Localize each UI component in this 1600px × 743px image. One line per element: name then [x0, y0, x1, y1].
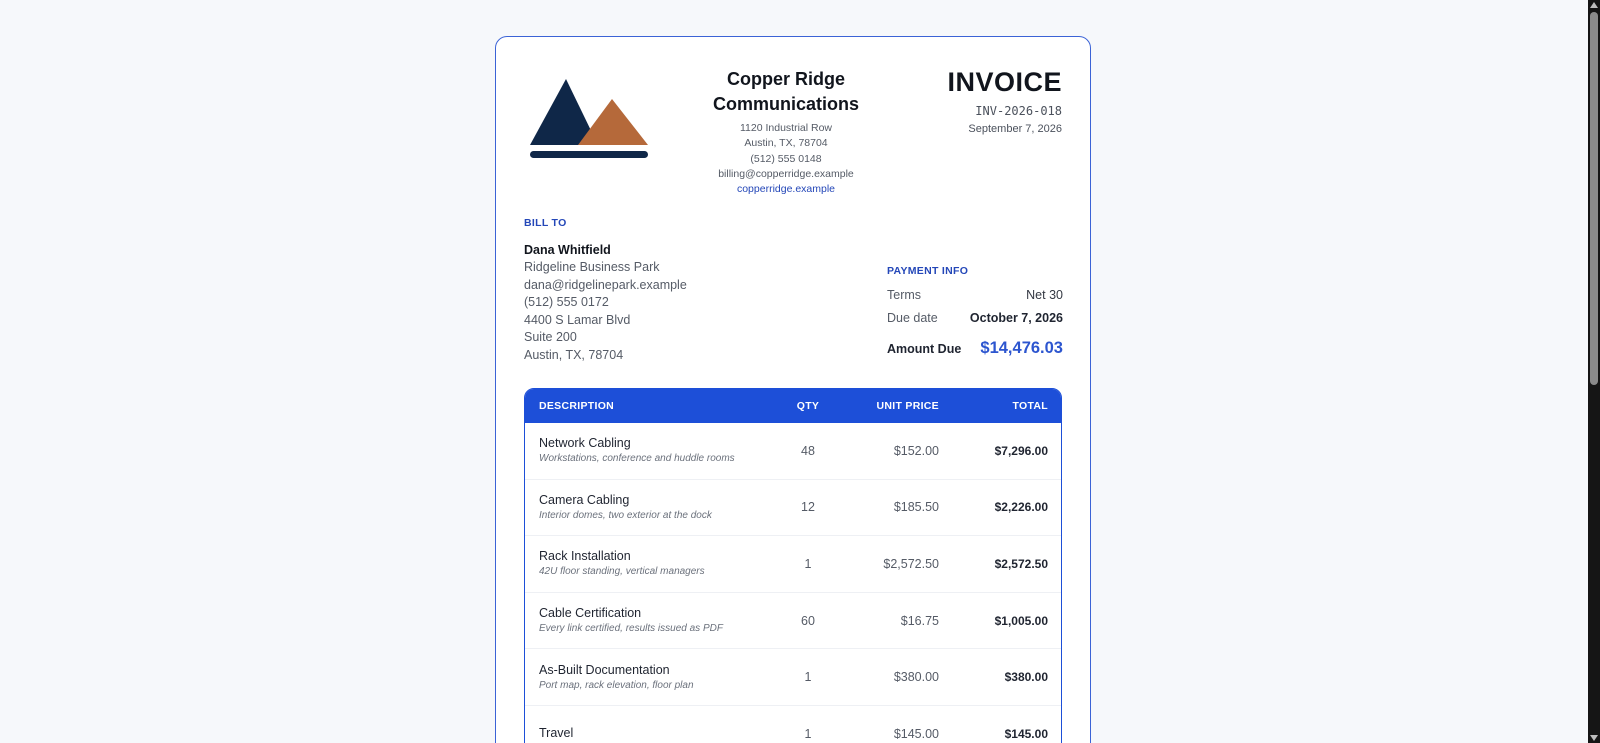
- due-date-value: October 7, 2026: [969, 311, 1063, 325]
- bill-to-suite: Suite 200: [524, 330, 577, 345]
- table-row: [525, 423, 1061, 480]
- item-title: Network Cabling: [539, 436, 631, 451]
- invoice-number: INV-2026-018: [975, 104, 1062, 118]
- item-description: [525, 662, 787, 693]
- table-row: [525, 649, 1061, 706]
- item-note: Every link certified, results issued as PDF: [539, 623, 723, 635]
- company-address-line1: 1120 Industrial Row: [739, 122, 833, 134]
- terms-label: Terms: [887, 288, 922, 302]
- terms-row: [887, 287, 1063, 303]
- table-row: [525, 480, 1061, 537]
- header-qty: QTY: [796, 400, 820, 412]
- table-header: [525, 389, 1061, 423]
- company-name: Copper Ridge Communications: [712, 69, 859, 114]
- due-date-label: Due date: [887, 311, 938, 325]
- item-total: $145.00: [1004, 726, 1048, 741]
- scrollbar-thumb[interactable]: [1590, 12, 1598, 385]
- item-unit-price: $152.00: [893, 443, 939, 458]
- scroll-up-arrow-icon[interactable]: [1590, 2, 1598, 8]
- terms-value: Net 30: [1026, 288, 1063, 302]
- table-row: [525, 593, 1061, 650]
- item-qty: 1: [804, 726, 812, 741]
- item-description: [525, 548, 787, 579]
- invoice-header: [947, 67, 1062, 137]
- bill-to-phone: (512) 555 0172: [524, 295, 609, 310]
- vertical-scrollbar[interactable]: [1588, 0, 1600, 743]
- company-phone: (512) 555 0148: [750, 153, 822, 165]
- company-block: [676, 67, 896, 197]
- bill-to-block: [524, 217, 824, 365]
- item-note: Workstations, conference and huddle rooms: [539, 453, 735, 465]
- item-note: 42U floor standing, vertical managers: [539, 566, 705, 578]
- table-row: [525, 706, 1061, 743]
- item-note: Interior domes, two exterior at the dock: [539, 509, 712, 521]
- header-description: DESCRIPTION: [539, 400, 615, 412]
- item-qty: 48: [801, 443, 815, 458]
- item-description: [525, 725, 787, 742]
- amount-due-label: Amount Due: [887, 342, 962, 356]
- bill-to-label: BILL TO: [524, 217, 567, 229]
- item-qty: 1: [804, 670, 812, 685]
- company-website-link[interactable]: copperridge.example: [736, 183, 836, 195]
- item-title: Rack Installation: [539, 549, 631, 564]
- item-title: Travel: [539, 726, 574, 741]
- item-unit-price: $145.00: [893, 726, 939, 741]
- item-note: Port map, rack elevation, floor plan: [539, 679, 694, 691]
- invoice-date: September 7, 2026: [968, 123, 1062, 135]
- item-total: $2,572.50: [994, 556, 1048, 571]
- company-address-line2: Austin, TX, 78704: [744, 136, 828, 149]
- bill-to-city: Austin, TX, 78704: [524, 347, 624, 362]
- item-unit-price: $16.75: [900, 613, 939, 628]
- bill-to-company: Ridgeline Business Park: [524, 260, 660, 274]
- mountain-logo-icon: [528, 75, 650, 161]
- item-total: $380.00: [1004, 670, 1048, 685]
- bill-to-name: Dana Whitfield: [524, 243, 611, 257]
- invoice-card: [495, 36, 1091, 743]
- item-total: $2,226.00: [994, 500, 1048, 515]
- item-title: Camera Cabling: [539, 492, 630, 507]
- item-total: $1,005.00: [994, 613, 1048, 628]
- amount-due-value: $14,476.03: [980, 339, 1063, 357]
- item-unit-price: $2,572.50: [883, 556, 939, 571]
- item-qty: 1: [804, 556, 812, 571]
- amount-due-row: [887, 340, 1063, 357]
- item-title: As-Built Documentation: [539, 662, 670, 677]
- invoice-title: INVOICE: [947, 67, 1062, 97]
- table-row: [525, 536, 1061, 593]
- header-total: TOTAL: [1012, 400, 1048, 412]
- payment-info-block: [887, 265, 1063, 357]
- item-description: [525, 492, 787, 523]
- item-description: [525, 435, 787, 466]
- bill-to-email: dana@ridgelinepark.example: [524, 277, 687, 292]
- company-email: billing@copperridge.example: [718, 167, 854, 180]
- item-total: $7,296.00: [994, 443, 1048, 458]
- item-title: Cable Certification: [539, 606, 642, 621]
- scroll-down-arrow-icon[interactable]: [1590, 735, 1598, 741]
- item-qty: 12: [801, 500, 815, 515]
- item-qty: 60: [801, 613, 815, 628]
- bill-to-street: 4400 S Lamar Blvd: [524, 312, 631, 327]
- item-unit-price: $185.50: [893, 500, 939, 515]
- line-items-table: [524, 388, 1062, 743]
- due-date-row: [887, 310, 1063, 326]
- item-description: [525, 605, 787, 636]
- header-unit-price: UNIT PRICE: [876, 400, 939, 412]
- payment-info-label: PAYMENT INFO: [887, 265, 969, 277]
- item-unit-price: $380.00: [893, 670, 939, 685]
